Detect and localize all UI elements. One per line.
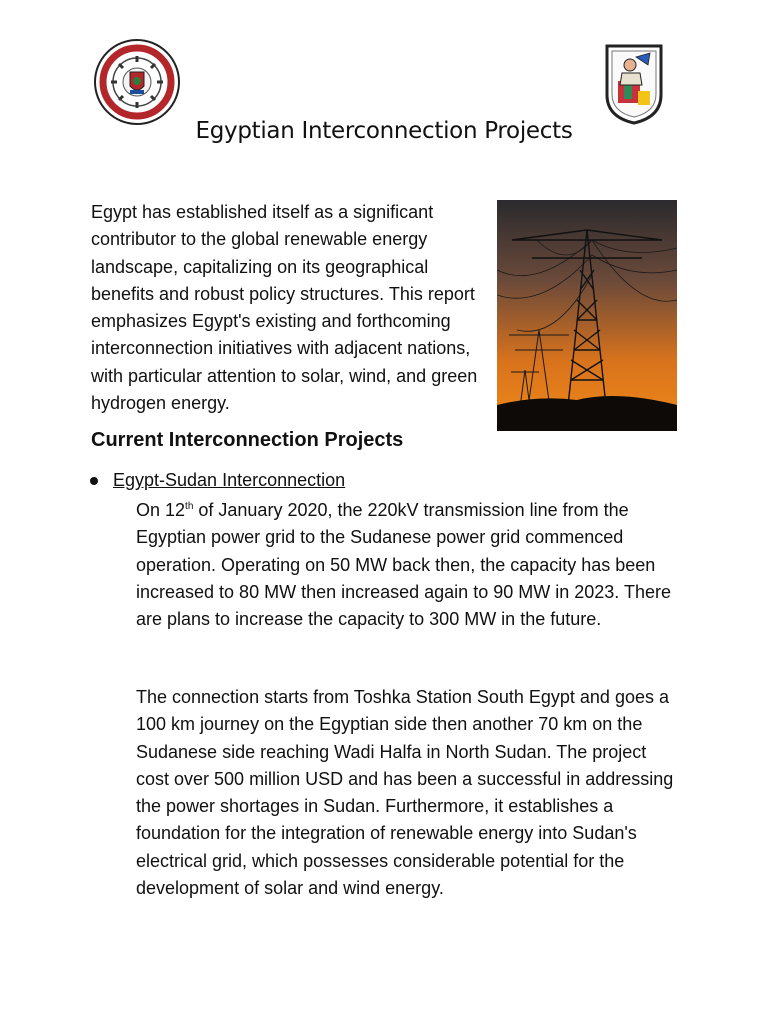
bullet-item-title: Egypt-Sudan Interconnection <box>113 470 346 490</box>
project-paragraph-2: The connection starts from Toshka Station South Egypt and goes a 100 km journey on the Egyptian side then another 70 km on the Sudanese side reaching Wadi Halfa in North Sudan. The project cost over 500 million USD and has been a successful in addressing the power shortages in Sudan. Furthermore, it establishes a foundation for the integration of renewable energy into Sudan's electrical grid, which possesses considerable potential for the development of solar and wind energy. <box>136 687 674 899</box>
date-text: On 12 <box>136 500 186 520</box>
bullet-icon <box>90 477 98 485</box>
faculty-crest-logo <box>604 43 664 125</box>
section-heading: Current Interconnection Projects <box>91 429 404 451</box>
page-title: Egyptian Interconnection Projects <box>195 118 573 144</box>
transmission-tower-photo <box>497 200 677 431</box>
university-emblem-logo <box>92 38 182 126</box>
project-paragraph-1 <box>136 497 682 633</box>
ordinal-suffix: th <box>185 501 194 512</box>
paragraph-text: of January 2020, the 220kV transmission line from the Egyptian power grid to the Sudanese power grid commenced operation. Operating on 50 MW back then, the capacity has been increased to 80 MW then increased again to 90 MW in 2023. There are plans to increase the capacity to 300 MW in the future. <box>136 500 671 630</box>
intro-paragraph: Egypt has established itself as a significant contributor to the global renewable energy landscape, capitalizing on its geographical benefits and robust policy structures. This report emphasizes Egypt's existing and forthcoming interconnection initiatives with adjacent nations, with particular attention to solar, wind, and green hydrogen energy. <box>91 202 478 414</box>
